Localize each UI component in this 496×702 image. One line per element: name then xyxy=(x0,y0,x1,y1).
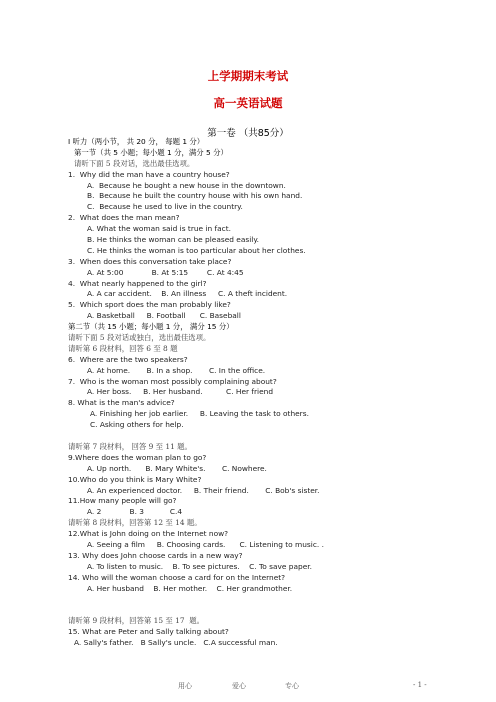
exam-title: 上学期期末考试 xyxy=(207,69,289,83)
part-one-heading: 第一卷 （共85分） xyxy=(207,128,289,139)
instruction-line: 请听第 8 段材料，回答第 12 至 14 题。 xyxy=(68,518,202,528)
option-line: C. Because he used to live in the country. xyxy=(87,202,243,212)
question-line: 9.Where does the woman plan to go? xyxy=(68,452,207,462)
question-line: 8. What is the man's advice? xyxy=(68,398,175,408)
question-line: 11.How many people will go? xyxy=(68,496,177,506)
option-line: A. Because he bought a new house in the downtown. xyxy=(87,180,286,190)
footer-word-3: 专心 xyxy=(285,682,299,690)
section-heading: 第二节（共 15 小题；每小题 1 分， 满分 15 分） xyxy=(68,322,234,332)
question-line: 5. Which sport does the man probably like? xyxy=(68,300,231,310)
page-footer xyxy=(0,681,496,695)
question-line: 2. What does the man mean? xyxy=(68,213,180,223)
instruction-line: 请听第 6 段材料，回答 6 至 8 题 xyxy=(68,343,178,353)
instruction-line: 请听第 7 段材料， 回答 9 至 11 题。 xyxy=(68,441,192,451)
blank-line xyxy=(68,605,468,616)
option-line: A. Sally's father. B Sally's uncle. C.A successful man. xyxy=(74,637,278,647)
question-line: 10.Who do you think is Mary White? xyxy=(68,474,202,484)
blank-line xyxy=(68,594,468,605)
question-line: 1. Why did the man have a country house? xyxy=(68,169,230,179)
instruction-line: 请听下面 5 段对话或独白，选出最佳选项。 xyxy=(68,333,211,343)
option-line: A. At 5:00 B. At 5:15 C. At 4:45 xyxy=(87,267,244,277)
option-line: A. Seeing a film B. Choosing cards. C. Listening to music. . xyxy=(87,539,324,549)
question-line: 3. When does this conversation take place? xyxy=(68,256,232,266)
option-line: A. Finishing her job earlier. B. Leaving the task to others. xyxy=(90,409,309,419)
option-line: A. At home. B. In a shop. C. In the office. xyxy=(87,365,266,375)
question-line: 14. Who will the woman choose a card for on the Internet? xyxy=(68,572,286,582)
option-line: A. Her boss. B. Her husband. C. Her friend xyxy=(87,387,274,397)
option-line: A. 2 B. 3 C.4 xyxy=(87,507,183,517)
question-line: 4. What nearly happened to the girl? xyxy=(68,278,207,288)
option-line: C. Asking others for help. xyxy=(90,420,184,430)
question-body xyxy=(68,137,468,649)
option-line: A. What the woman said is true in fact. xyxy=(87,224,231,234)
option-line: B. He thinks the woman can be pleased easily. xyxy=(87,235,260,245)
question-line: 12.What is John doing on the Internet now? xyxy=(68,529,229,539)
option-line: A. A car accident. B. An illness C. A theft incident. xyxy=(87,289,288,299)
section-heading: 第一节（共 5 小题；每小题 1 分，满分 5 分） xyxy=(74,147,228,157)
page-number: - 1 - xyxy=(413,681,427,689)
instruction-line: 请听第 9 段材料，回答第 15 至 17 题。 xyxy=(68,616,205,626)
option-line: B. Because he built the country house with his own hand. xyxy=(87,191,303,201)
question-line: 13. Why does John choose cards in a new way? xyxy=(68,550,243,560)
option-line: C. He thinks the woman is too particular about her clothes. xyxy=(87,245,306,255)
question-line: 15. What are Peter and Sally talking about? xyxy=(68,627,229,637)
option-line: A. Her husband B. Her mother. C. Her grandmother. xyxy=(87,583,293,593)
instruction-line: 请听下面 5 段对话，选出最佳选项。 xyxy=(74,158,195,168)
question-line: 6. Where are the two speakers? xyxy=(68,354,188,364)
footer-word-2: 爱心 xyxy=(232,682,246,690)
option-line: A. Basketball B. Football C. Baseball xyxy=(87,311,241,321)
question-line: 7. Who is the woman most possibly complaining about? xyxy=(68,376,277,386)
option-line: A. To listen to music. B. To see pictures. C. To save paper. xyxy=(87,561,312,571)
exam-subtitle: 高一英语试题 xyxy=(213,96,283,110)
footer-word-1: 用心 xyxy=(178,682,192,690)
section-heading: Ⅰ 听力（两小节， 共 20 分， 每题 1 分） xyxy=(68,137,205,146)
option-line: A. Up north. B. Mary White's. C. Nowhere. xyxy=(87,463,267,473)
blank-line xyxy=(68,431,468,442)
option-line: A. An experienced doctor. B. Their friend. C. Bob's sister. xyxy=(87,485,320,495)
